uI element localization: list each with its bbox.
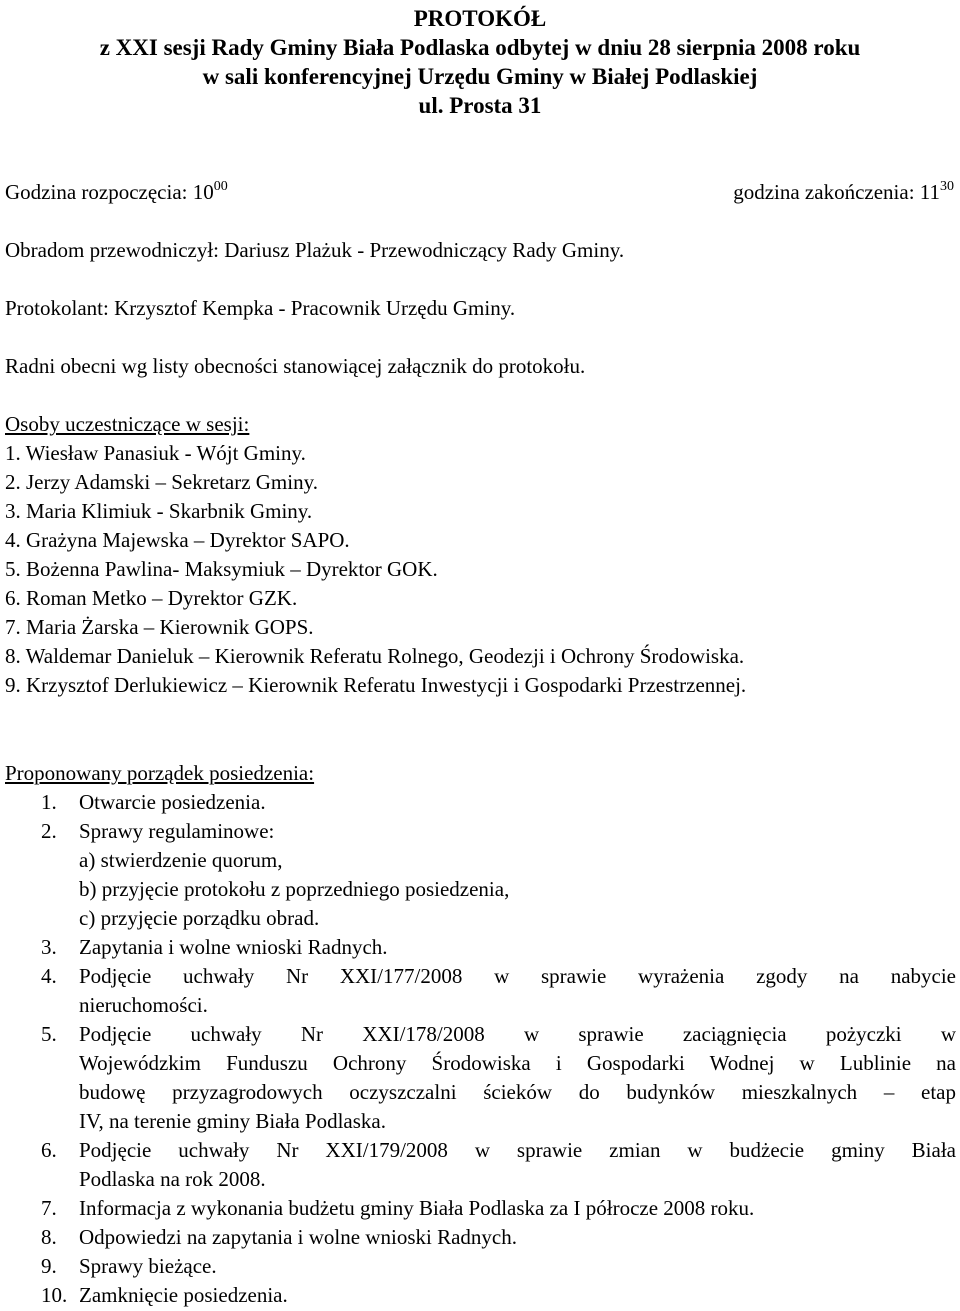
venue-line: w sali konferencyjnej Urzędu Gminy w Białej Podlaskiej xyxy=(202,64,758,89)
participant-item: 6. Roman Metko – Dyrektor GZK. xyxy=(5,586,298,610)
agenda-item-number: 4. xyxy=(41,964,57,988)
participant-item: 8. Waldemar Danieluk – Kierownik Referatu Rolnego, Geodezji i Ochrony Środowiska. xyxy=(5,644,745,668)
participant-item: 3. Maria Klimiuk - Skarbnik Gminy. xyxy=(5,499,313,523)
agenda-item-number: 7. xyxy=(41,1196,57,1220)
end-time xyxy=(733,178,954,207)
agenda-item-text: Otwarcie posiedzenia. xyxy=(79,790,266,814)
agenda-item-text-continued: Podlaska na rok 2008. xyxy=(79,1167,266,1191)
agenda-item-text: Podjęcie uchwały Nr XXI/179/2008 w sprawie zmian w budżecie gminy Biała xyxy=(79,1138,956,1162)
agenda-item-text-continued: budowę przyzagrodowych oczyszczalni ścieków do budynków mieszkalnych – etap xyxy=(79,1080,956,1104)
agenda-item-text-continued: Wojewódzkim Funduszu Ochrony Środowiska i Gospodarki Wodnej w Lublinie na xyxy=(79,1051,956,1075)
participant-item: 5. Bożenna Pawlina- Maksymiuk – Dyrektor GOK. xyxy=(5,557,438,581)
agenda-item-text: Sprawy bieżące. xyxy=(79,1254,217,1278)
end-time-label: godzina zakończenia: 11 xyxy=(733,180,940,204)
participant-item: 1. Wiesław Panasiuk - Wójt Gminy. xyxy=(5,441,306,465)
agenda-item-text: Informacja z wykonania budżetu gminy Biała Podlaska za I półrocze 2008 roku. xyxy=(79,1196,755,1220)
agenda-item-text-continued: nieruchomości. xyxy=(79,993,208,1017)
start-time-minutes: 00 xyxy=(213,179,228,194)
agenda-item-text: Zapytania i wolne wnioski Radnych. xyxy=(79,935,388,959)
agenda-item-number: 8. xyxy=(41,1225,57,1249)
agenda-item-number: 2. xyxy=(41,819,57,843)
session-subtitle: z XXI sesji Rady Gminy Biała Podlaska odbytej w dniu 28 sierpnia 2008 roku xyxy=(99,35,861,60)
agenda-item-number: 1. xyxy=(41,790,57,814)
start-time-label: Godzina rozpoczęcia: 10 xyxy=(5,180,214,204)
chair-line: Obradom przewodniczył: Dariusz Plażuk - Przewodniczący Rady Gminy. xyxy=(5,238,625,262)
agenda-item-number: 3. xyxy=(41,935,57,959)
agenda-subitem: c) przyjęcie porządku obrad. xyxy=(79,906,320,930)
agenda-subitem: b) przyjęcie protokołu z poprzedniego posiedzenia, xyxy=(79,877,510,901)
agenda-item-number: 6. xyxy=(41,1138,57,1162)
end-time-minutes: 30 xyxy=(940,179,954,194)
agenda-item-number: 9. xyxy=(41,1254,57,1278)
participants-heading: Osoby uczestniczące w sesji: xyxy=(5,412,250,436)
agenda-item-text-continued: IV, na terenie gminy Biała Podlaska. xyxy=(79,1109,386,1133)
document-title: PROTOKÓŁ xyxy=(413,6,547,31)
participant-item: 7. Maria Żarska – Kierownik GOPS. xyxy=(5,615,314,639)
agenda-item-text: Podjęcie uchwały Nr XXI/177/2008 w sprawie wyrażenia zgody na nabycie xyxy=(79,964,956,988)
agenda-item-text: Podjęcie uchwały Nr XXI/178/2008 w sprawie zaciągnięcia pożyczki w xyxy=(79,1022,956,1046)
agenda-heading: Proponowany porządek posiedzenia: xyxy=(5,761,315,785)
agenda-item-text: Odpowiedzi na zapytania i wolne wnioski Radnych. xyxy=(79,1225,517,1249)
agenda-item-number: 5. xyxy=(41,1022,57,1046)
agenda-item-text: Zamknięcie posiedzenia. xyxy=(79,1283,288,1307)
participant-item: 2. Jerzy Adamski – Sekretarz Gminy. xyxy=(5,470,318,494)
address-line: ul. Prosta 31 xyxy=(418,93,542,118)
agenda-item-number: 10. xyxy=(41,1283,68,1307)
present-line: Radni obecni wg listy obecności stanowiącej załącznik do protokołu. xyxy=(5,354,586,378)
start-time xyxy=(5,178,228,207)
agenda-item-text: Sprawy regulaminowe: xyxy=(79,819,275,843)
participant-item: 9. Krzysztof Derlukiewicz – Kierownik Referatu Inwestycji i Gospodarki Przestrzennej. xyxy=(5,673,747,697)
participant-item: 4. Grażyna Majewska – Dyrektor SAPO. xyxy=(5,528,350,552)
agenda-subitem: a) stwierdzenie quorum, xyxy=(79,848,283,872)
recorder-line: Protokolant: Krzysztof Kempka - Pracownik Urzędu Gminy. xyxy=(5,296,516,320)
